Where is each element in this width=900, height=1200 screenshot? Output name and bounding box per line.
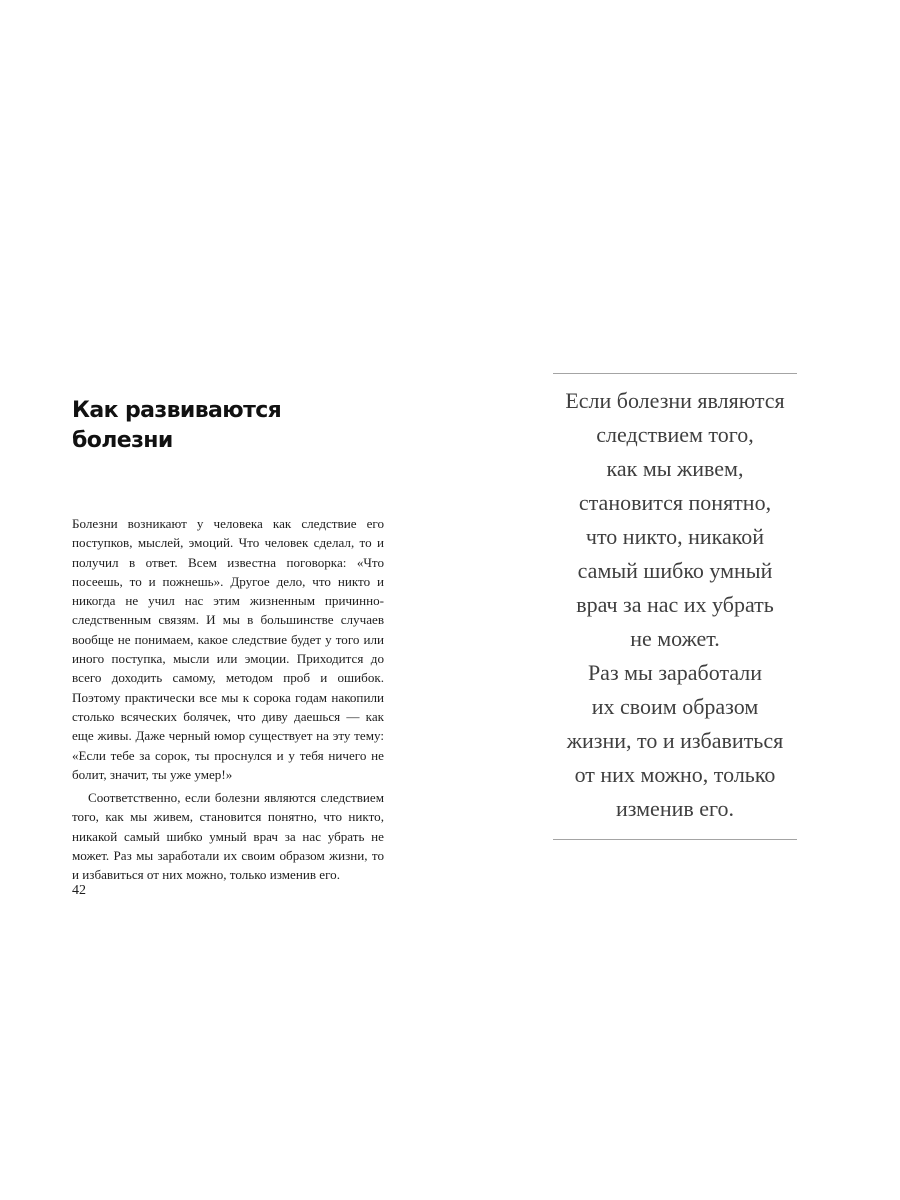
pull-quote-line-4: становится понятно, [578,490,772,515]
pull-quote-line-5: что никто, никакой [585,524,765,549]
pull-quote-line-1: Если болезни являются [565,388,785,413]
body-text [72,514,384,885]
pull-quote [553,373,797,840]
pull-quote-line-3: как мы живем, [606,456,744,481]
pull-quote-line-2: следствием того, [596,422,754,447]
pull-quote-line-9: Раз мы заработали [587,660,763,685]
pull-quote-text [535,384,815,826]
left-page [72,396,384,885]
pull-quote-line-7: врач за нас их убрать [576,592,774,617]
pull-quote-line-13: изменив его. [615,796,734,821]
pull-quote-line-6: самый шибко умный [577,558,773,583]
pull-quote-line-11: жизни, то и избавиться [566,728,784,753]
pull-quote-line-8: не может. [630,626,720,651]
page-number: 42 [72,883,86,898]
pull-quote-line-12: от них можно, только [574,762,776,787]
body-paragraph-2: Соответственно, если болезни являются следствием того, как мы живем, становится понятно, что никто, никакой самый шибко умный врач за нас убрать не может. Раз мы заработали их своим образом жизни, то и избавиться от них можно, только изменив его. [72,790,384,883]
pull-quote-line-10: их своим образом [591,694,759,719]
body-paragraph-1: Болезни возникают у человека как следствие его поступков, мыслей, эмоций. Что человек сделал, то и получил в ответ. Всем известна поговорка: «Что посеешь, то и пожнешь». Другое дело, что никто и никогда не учил нас этим жизненным причинно-следственным связям. И мы в большинстве случаев вообще не понимаем, какое следствие будет у того или иного поступка, мысли или эмоции. Приходится до всего доходить самому, методом проб и ошибок. Поэтому практически все мы к сорока годам накопили столько всяческих болячек, что диву даешься — как еще живы. Даже черный юмор существует на эту тему: «Если тебе за сорок, ты проснулся и у тебя ничего не болит, значит, ты уже умер!» [72,516,384,782]
chapter-title: Как развиваются болезни [72,398,282,453]
